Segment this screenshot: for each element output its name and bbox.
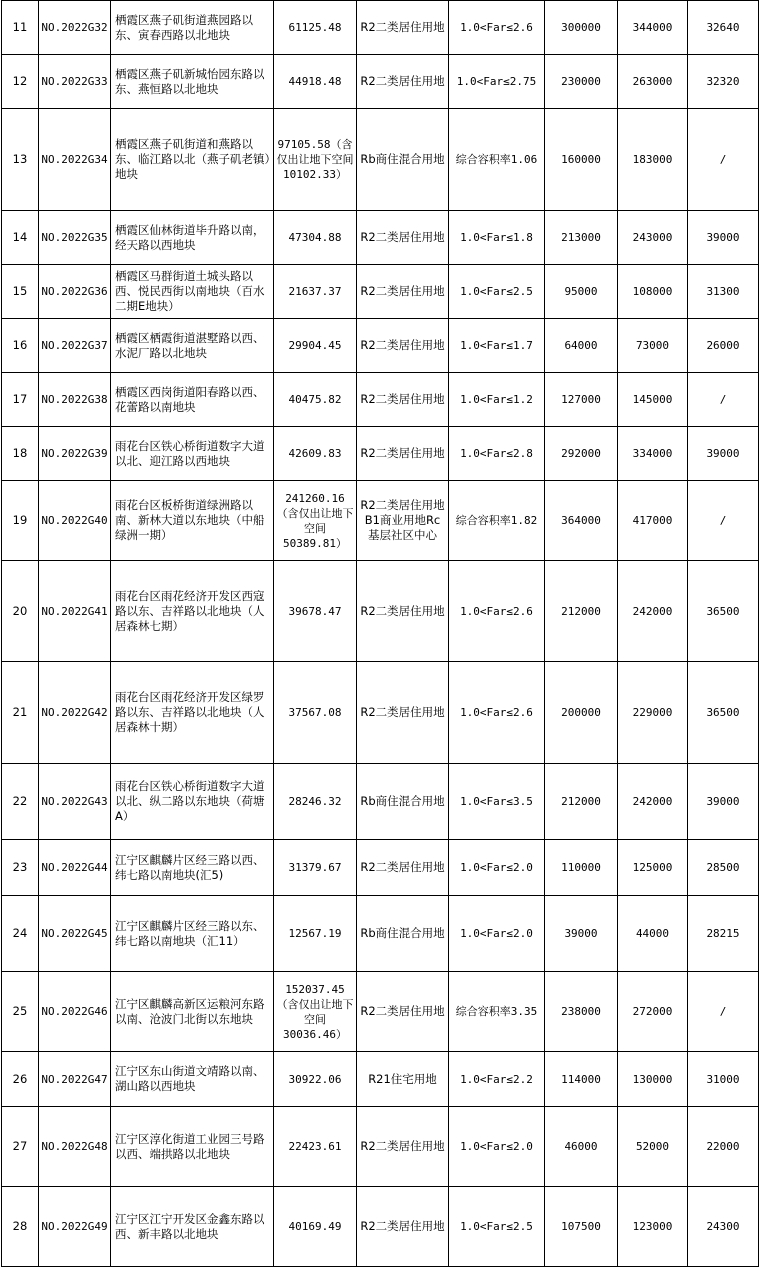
unit-price-cell: 28215 [688, 896, 759, 972]
land-use-cell: R2二类居住用地 [357, 265, 449, 319]
land-use-cell: R2二类居住用地 [357, 561, 449, 662]
floor-area-ratio-cell: 1.0<Far≤2.6 [449, 1, 545, 55]
row-number-cell: 20 [2, 561, 39, 662]
parcel-code-cell: NO.2022G47 [39, 1052, 111, 1107]
unit-price-cell: 28500 [688, 840, 759, 896]
unit-price-cell: 39000 [688, 764, 759, 840]
floor-area-ratio-cell: 1.0<Far≤1.7 [449, 319, 545, 373]
parcel-code-cell: NO.2022G37 [39, 319, 111, 373]
parcel-area-cell: 22423.61 [274, 1107, 357, 1187]
parcel-code-cell: NO.2022G40 [39, 481, 111, 561]
unit-price-cell: 31300 [688, 265, 759, 319]
parcel-code-cell: NO.2022G32 [39, 1, 111, 55]
parcel-location-cell: 雨花台区雨花经济开发区西寇路以东、吉祥路以北地块（人居森林七期） [111, 561, 274, 662]
starting-price-cell: 238000 [545, 972, 618, 1052]
price-cap-cell: 125000 [618, 840, 688, 896]
row-number-cell: 17 [2, 373, 39, 427]
land-use-cell: R2二类居住用地 [357, 1187, 449, 1267]
parcel-code-cell: NO.2022G38 [39, 373, 111, 427]
parcel-location-cell: 栖霞区燕子矶街道燕园路以东、寅春西路以北地块 [111, 1, 274, 55]
parcel-code-cell: NO.2022G33 [39, 55, 111, 109]
table-row [2, 265, 759, 319]
parcel-area-cell: 30922.06 [274, 1052, 357, 1107]
price-cap-cell: 130000 [618, 1052, 688, 1107]
price-cap-cell: 183000 [618, 109, 688, 211]
parcel-area-cell: 152037.45（含仅出让地下空间30036.46） [274, 972, 357, 1052]
starting-price-cell: 110000 [545, 840, 618, 896]
unit-price-cell: / [688, 373, 759, 427]
row-number-cell: 19 [2, 481, 39, 561]
starting-price-cell: 212000 [545, 764, 618, 840]
floor-area-ratio-cell: 1.0<Far≤2.5 [449, 265, 545, 319]
row-number-cell: 25 [2, 972, 39, 1052]
parcel-code-cell: NO.2022G49 [39, 1187, 111, 1267]
land-use-cell: R21住宅用地 [357, 1052, 449, 1107]
row-number-cell: 26 [2, 1052, 39, 1107]
starting-price-cell: 300000 [545, 1, 618, 55]
floor-area-ratio-cell: 1.0<Far≤2.6 [449, 561, 545, 662]
parcel-location-cell: 栖霞区马群街道土城头路以西、悦民西街以南地块（百水二期E地块） [111, 265, 274, 319]
floor-area-ratio-cell: 1.0<Far≤2.2 [449, 1052, 545, 1107]
starting-price-cell: 160000 [545, 109, 618, 211]
unit-price-cell: 36500 [688, 561, 759, 662]
unit-price-cell: 32640 [688, 1, 759, 55]
price-cap-cell: 229000 [618, 662, 688, 764]
unit-price-cell: 26000 [688, 319, 759, 373]
parcel-code-cell: NO.2022G46 [39, 972, 111, 1052]
land-use-cell: Rb商住混合用地 [357, 764, 449, 840]
row-number-cell: 27 [2, 1107, 39, 1187]
floor-area-ratio-cell: 综合容积率3.35 [449, 972, 545, 1052]
parcel-location-cell: 江宁区淳化街道工业园三号路以西、端拱路以北地块 [111, 1107, 274, 1187]
parcel-area-cell: 40475.82 [274, 373, 357, 427]
row-number-cell: 21 [2, 662, 39, 764]
unit-price-cell: / [688, 972, 759, 1052]
price-cap-cell: 242000 [618, 561, 688, 662]
row-number-cell: 18 [2, 427, 39, 481]
parcel-location-cell: 江宁区江宁开发区金鑫东路以西、新丰路以北地块 [111, 1187, 274, 1267]
floor-area-ratio-cell: 综合容积率1.06 [449, 109, 545, 211]
row-number-cell: 28 [2, 1187, 39, 1267]
starting-price-cell: 46000 [545, 1107, 618, 1187]
parcel-location-cell: 雨花台区铁心桥街道数字大道以北、迎江路以西地块 [111, 427, 274, 481]
land-use-cell: R2二类居住用地 [357, 55, 449, 109]
land-parcel-table [1, 0, 759, 1267]
unit-price-cell: 39000 [688, 211, 759, 265]
table-row [2, 896, 759, 972]
parcel-area-cell: 241260.16（含仅出让地下空间50389.81） [274, 481, 357, 561]
floor-area-ratio-cell: 1.0<Far≤2.75 [449, 55, 545, 109]
parcel-location-cell: 栖霞区仙林街道毕升路以南，经天路以西地块 [111, 211, 274, 265]
price-cap-cell: 108000 [618, 265, 688, 319]
price-cap-cell: 417000 [618, 481, 688, 561]
floor-area-ratio-cell: 综合容积率1.82 [449, 481, 545, 561]
floor-area-ratio-cell: 1.0<Far≤3.5 [449, 764, 545, 840]
parcel-location-cell: 栖霞区栖霞街道湛墅路以西、水泥厂路以北地块 [111, 319, 274, 373]
land-use-cell: R2二类居住用地 [357, 840, 449, 896]
parcel-code-cell: NO.2022G34 [39, 109, 111, 211]
land-use-cell: R2二类居住用地 [357, 211, 449, 265]
floor-area-ratio-cell: 1.0<Far≤2.5 [449, 1187, 545, 1267]
parcel-code-cell: NO.2022G36 [39, 265, 111, 319]
parcel-location-cell: 江宁区麒麟片区经三路以西、纬七路以南地块(汇5) [111, 840, 274, 896]
unit-price-cell: / [688, 481, 759, 561]
parcel-area-cell: 12567.19 [274, 896, 357, 972]
table-row [2, 319, 759, 373]
parcel-area-cell: 61125.48 [274, 1, 357, 55]
land-use-cell: R2二类居住用地 [357, 319, 449, 373]
starting-price-cell: 200000 [545, 662, 618, 764]
row-number-cell: 13 [2, 109, 39, 211]
floor-area-ratio-cell: 1.0<Far≤2.0 [449, 840, 545, 896]
row-number-cell: 16 [2, 319, 39, 373]
parcel-location-cell: 栖霞区燕子矶街道和燕路以东、临江路以北（燕子矶老镇）地块 [111, 109, 274, 211]
row-number-cell: 11 [2, 1, 39, 55]
price-cap-cell: 123000 [618, 1187, 688, 1267]
parcel-location-cell: 栖霞区燕子矶新城怡园东路以东、燕恒路以北地块 [111, 55, 274, 109]
unit-price-cell: 22000 [688, 1107, 759, 1187]
table-body [2, 1, 759, 1267]
floor-area-ratio-cell: 1.0<Far≤2.0 [449, 1107, 545, 1187]
unit-price-cell: / [688, 109, 759, 211]
land-use-cell: R2二类居住用地 [357, 1107, 449, 1187]
starting-price-cell: 230000 [545, 55, 618, 109]
parcel-code-cell: NO.2022G39 [39, 427, 111, 481]
floor-area-ratio-cell: 1.0<Far≤1.8 [449, 211, 545, 265]
table-row [2, 55, 759, 109]
starting-price-cell: 364000 [545, 481, 618, 561]
price-cap-cell: 145000 [618, 373, 688, 427]
table-row [2, 481, 759, 561]
table-row [2, 1187, 759, 1267]
parcel-location-cell: 江宁区东山街道文靖路以南、湖山路以西地块 [111, 1052, 274, 1107]
price-cap-cell: 334000 [618, 427, 688, 481]
land-use-cell: R2二类居住用地 [357, 972, 449, 1052]
parcel-area-cell: 21637.37 [274, 265, 357, 319]
starting-price-cell: 212000 [545, 561, 618, 662]
price-cap-cell: 73000 [618, 319, 688, 373]
floor-area-ratio-cell: 1.0<Far≤2.0 [449, 896, 545, 972]
parcel-location-cell: 雨花台区雨花经济开发区绿罗路以东、吉祥路以北地块（人居森林十期） [111, 662, 274, 764]
land-use-cell: R2二类居住用地 [357, 373, 449, 427]
parcel-code-cell: NO.2022G48 [39, 1107, 111, 1187]
parcel-area-cell: 97105.58（含仅出让地下空间10102.33） [274, 109, 357, 211]
price-cap-cell: 263000 [618, 55, 688, 109]
parcel-location-cell: 雨花台区板桥街道绿洲路以南、新林大道以东地块（中船绿洲一期） [111, 481, 274, 561]
parcel-area-cell: 47304.88 [274, 211, 357, 265]
parcel-area-cell: 40169.49 [274, 1187, 357, 1267]
row-number-cell: 12 [2, 55, 39, 109]
parcel-area-cell: 29904.45 [274, 319, 357, 373]
unit-price-cell: 32320 [688, 55, 759, 109]
parcel-code-cell: NO.2022G35 [39, 211, 111, 265]
parcel-area-cell: 42609.83 [274, 427, 357, 481]
unit-price-cell: 31000 [688, 1052, 759, 1107]
starting-price-cell: 292000 [545, 427, 618, 481]
parcel-area-cell: 28246.32 [274, 764, 357, 840]
land-use-cell: Rb商住混合用地 [357, 109, 449, 211]
starting-price-cell: 95000 [545, 265, 618, 319]
table-row [2, 662, 759, 764]
starting-price-cell: 114000 [545, 1052, 618, 1107]
table-row [2, 211, 759, 265]
table-row [2, 764, 759, 840]
table-row [2, 109, 759, 211]
starting-price-cell: 107500 [545, 1187, 618, 1267]
parcel-code-cell: NO.2022G42 [39, 662, 111, 764]
table-row [2, 1, 759, 55]
land-use-cell: Rb商住混合用地 [357, 896, 449, 972]
parcel-location-cell: 雨花台区铁心桥街道数字大道以北、纵二路以东地块（荷塘A） [111, 764, 274, 840]
land-use-cell: R2二类居住用地 [357, 662, 449, 764]
table-row [2, 427, 759, 481]
table-row [2, 373, 759, 427]
starting-price-cell: 213000 [545, 211, 618, 265]
row-number-cell: 14 [2, 211, 39, 265]
table-row [2, 1107, 759, 1187]
row-number-cell: 15 [2, 265, 39, 319]
parcel-area-cell: 44918.48 [274, 55, 357, 109]
unit-price-cell: 24300 [688, 1187, 759, 1267]
land-use-cell: R2二类居住用地B1商业用地Rc基层社区中心 [357, 481, 449, 561]
land-use-cell: R2二类居住用地 [357, 427, 449, 481]
parcel-location-cell: 栖霞区西岗街道阳春路以西、花蕾路以南地块 [111, 373, 274, 427]
row-number-cell: 24 [2, 896, 39, 972]
parcel-code-cell: NO.2022G41 [39, 561, 111, 662]
price-cap-cell: 44000 [618, 896, 688, 972]
parcel-code-cell: NO.2022G45 [39, 896, 111, 972]
parcel-area-cell: 37567.08 [274, 662, 357, 764]
table-row [2, 561, 759, 662]
parcel-location-cell: 江宁区麒麟片区经三路以东、纬七路以南地块（汇11） [111, 896, 274, 972]
parcel-code-cell: NO.2022G43 [39, 764, 111, 840]
starting-price-cell: 64000 [545, 319, 618, 373]
starting-price-cell: 39000 [545, 896, 618, 972]
unit-price-cell: 36500 [688, 662, 759, 764]
price-cap-cell: 272000 [618, 972, 688, 1052]
floor-area-ratio-cell: 1.0<Far≤2.6 [449, 662, 545, 764]
parcel-location-cell: 江宁区麒麟高新区运粮河东路以南、沧波门北街以东地块 [111, 972, 274, 1052]
price-cap-cell: 243000 [618, 211, 688, 265]
parcel-area-cell: 31379.67 [274, 840, 357, 896]
parcel-area-cell: 39678.47 [274, 561, 357, 662]
row-number-cell: 22 [2, 764, 39, 840]
table-row [2, 1052, 759, 1107]
floor-area-ratio-cell: 1.0<Far≤2.8 [449, 427, 545, 481]
table-row [2, 840, 759, 896]
unit-price-cell: 39000 [688, 427, 759, 481]
price-cap-cell: 52000 [618, 1107, 688, 1187]
table-row [2, 972, 759, 1052]
starting-price-cell: 127000 [545, 373, 618, 427]
price-cap-cell: 344000 [618, 1, 688, 55]
price-cap-cell: 242000 [618, 764, 688, 840]
row-number-cell: 23 [2, 840, 39, 896]
parcel-code-cell: NO.2022G44 [39, 840, 111, 896]
floor-area-ratio-cell: 1.0<Far≤1.2 [449, 373, 545, 427]
land-use-cell: R2二类居住用地 [357, 1, 449, 55]
